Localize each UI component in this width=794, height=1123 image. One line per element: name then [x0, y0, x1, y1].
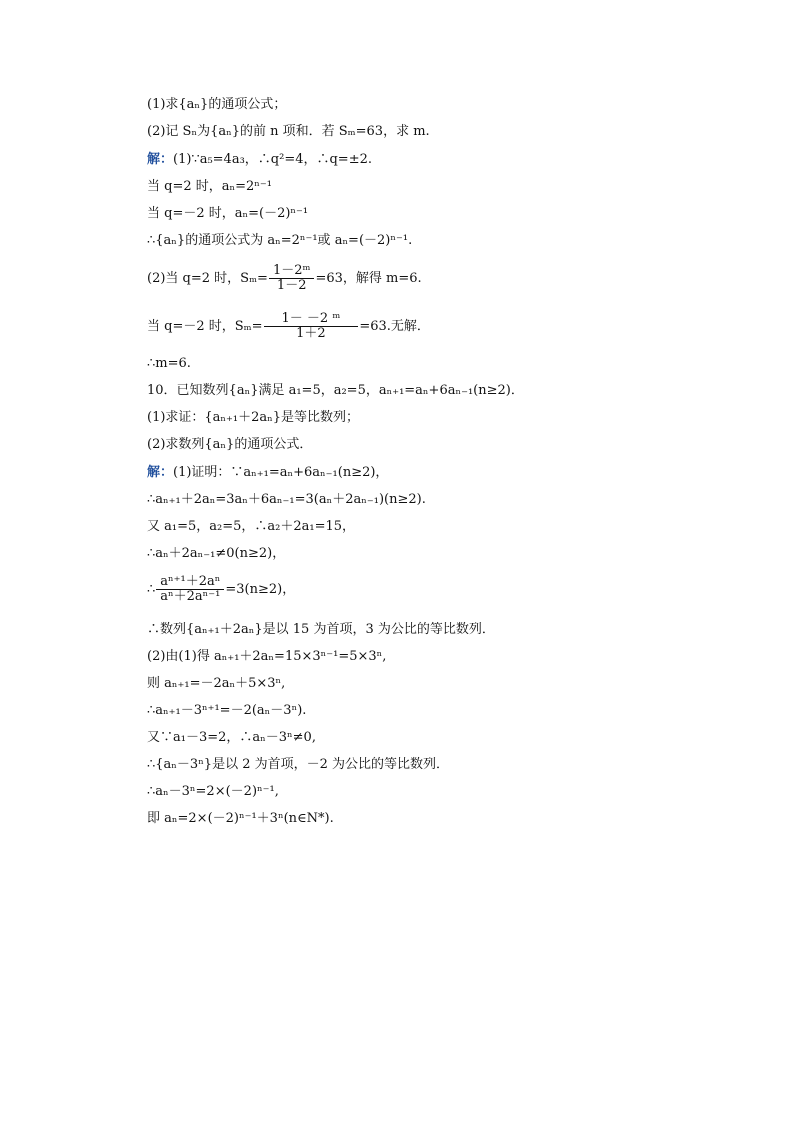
text-segment: 当 q=－2 时，Sₘ= — [147, 319, 263, 334]
proof-line-4: ∴aₙ＋2aₙ₋₁≠0(n≥2)， — [147, 546, 286, 561]
solution-label: 解： — [147, 152, 174, 167]
fraction — [269, 264, 315, 293]
solution-line-6 — [147, 312, 430, 341]
proof-line-3: 又 a₁=5，a₂=5，∴a₂＋2a₁=15， — [147, 519, 356, 534]
proof-line-9: ∴aₙ₊₁－3ⁿ⁺¹=－2(aₙ－3ⁿ). — [147, 703, 307, 718]
fraction-numerator: 1－ －2 ᵐ — [264, 312, 359, 327]
proof-line-1 — [147, 465, 388, 481]
proof-line-13: 即 aₙ=2×(－2)ⁿ⁻¹＋3ⁿ(n∈N*). — [147, 811, 334, 826]
proof-line-7: (2)由(1)得 aₙ₊₁＋2aₙ=15×3ⁿ⁻¹=5×3ⁿ, — [147, 649, 387, 664]
solution-text: (1)∵a₅=4a₃，∴q²=4，∴q=±2. — [173, 152, 372, 167]
problem-10-part-1: (1)求证：{aₙ₊₁＋2aₙ}是等比数列； — [147, 410, 360, 425]
fraction — [156, 575, 224, 604]
proof-text: (1)证明：∵aₙ₊₁=aₙ+6aₙ₋₁(n≥2)， — [173, 465, 389, 480]
question-part-2: (2)记 Sₙ为{aₙ}的前 n 项和．若 Sₘ=63，求 m. — [147, 124, 430, 139]
fraction-denominator: aⁿ＋2aⁿ⁻¹ — [160, 589, 221, 604]
solution-line-3: 当 q=－2 时，aₙ=(－2)ⁿ⁻¹ — [147, 206, 309, 221]
proof-line-5 — [147, 575, 295, 604]
text-segment: =3(n≥2)， — [225, 582, 296, 597]
proof-line-6: ∴数列{aₙ₊₁＋2aₙ}是以 15 为首项，3 为公比的等比数列． — [147, 622, 495, 637]
proof-line-11: ∴{aₙ－3ⁿ}是以 2 为首项，－2 为公比的等比数列． — [147, 757, 450, 772]
fraction — [264, 312, 359, 341]
solution-line-7: ∴m=6. — [147, 356, 191, 371]
proof-line-2: ∴aₙ₊₁＋2aₙ=3aₙ＋6aₙ₋₁=3(aₙ＋2aₙ₋₁)(n≥2). — [147, 492, 426, 507]
solution-label: 解： — [147, 465, 174, 480]
fraction-denominator: 1＋2 — [296, 326, 326, 341]
problem-10-part-2: (2)求数列{aₙ}的通项公式． — [147, 437, 313, 452]
question-part-1: (1)求{aₙ}的通项公式； — [147, 97, 287, 112]
proof-line-12: ∴aₙ－3ⁿ=2×(－2)ⁿ⁻¹, — [147, 784, 279, 799]
fraction-denominator: 1－2 — [276, 278, 307, 293]
solution-line-5 — [147, 264, 422, 293]
solution-line-1 — [147, 152, 372, 168]
problem-10: 10．已知数列{aₙ}满足 a₁=5，a₂=5，aₙ₊₁=aₙ+6aₙ₋₁(n≥2)． — [147, 383, 524, 398]
fraction-numerator: 1－2ᵐ — [269, 264, 315, 279]
text-segment: =63.无解． — [359, 319, 430, 334]
fraction-numerator: aⁿ⁺¹＋2aⁿ — [156, 575, 224, 590]
text-segment: ∴ — [147, 582, 156, 597]
proof-line-10: 又∵a₁－3=2，∴aₙ－3ⁿ≠0, — [147, 730, 316, 745]
solution-line-4: ∴{aₙ}的通项公式为 aₙ=2ⁿ⁻¹或 aₙ=(－2)ⁿ⁻¹. — [147, 233, 413, 248]
text-segment: (2)当 q=2 时，Sₘ= — [147, 271, 268, 286]
text-segment: =63，解得 m=6. — [315, 271, 422, 286]
proof-line-8: 则 aₙ₊₁=－2aₙ＋5×3ⁿ, — [147, 676, 286, 691]
solution-line-2: 当 q=2 时，aₙ=2ⁿ⁻¹ — [147, 179, 272, 194]
